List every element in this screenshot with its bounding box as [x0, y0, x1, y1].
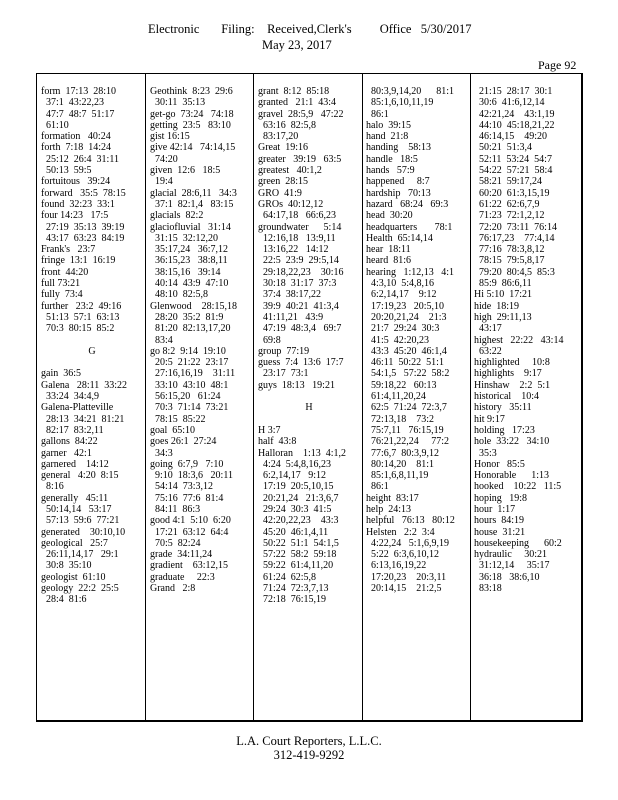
index-entry: 37:1 43:22,23	[41, 97, 105, 109]
index-entry: 21:15 28:17 30:1	[474, 86, 553, 97]
index-entry: hit 9:17	[474, 413, 505, 425]
index-entry: 20:14,15 21:2,5	[366, 583, 442, 595]
index-entry: holding 17:23	[474, 424, 535, 436]
index-entry: 86:1	[366, 481, 389, 493]
index-entry: H 3:7	[258, 424, 281, 436]
index-entry: 76:21,22,24 77:2	[366, 436, 450, 448]
index-entry: Galena 28:11 33:22	[41, 379, 128, 391]
section-letter: G	[88, 345, 96, 357]
index-entry: 17:19 20:5,10,15	[258, 481, 334, 493]
index-entry: forth 7:18 14:24	[41, 142, 111, 154]
index-entry: 70:3 71:14 73:21	[150, 402, 229, 414]
index-entry: 20:20,21,24 21:3	[366, 311, 447, 323]
index-entry: 6:2,14,17 9:12	[258, 470, 327, 482]
column-divider	[253, 73, 254, 721]
index-entry: headquarters 78:1	[366, 221, 453, 233]
index-entry: 30:8 35:10	[41, 560, 92, 572]
index-entry: hands 57:9	[366, 165, 415, 177]
index-entry: hoping 19:8	[474, 492, 528, 504]
index-entry	[258, 414, 360, 425]
index-entry: gallons 84:22	[41, 436, 98, 448]
index-entry: 33:24 34:4,9	[41, 391, 100, 403]
index-entry: 61:22 62:6,7,9	[474, 198, 540, 210]
index-entry: 21:7 29:24 30:3	[366, 323, 440, 335]
index-entry: Geothink 8:23 29:6	[150, 86, 233, 97]
index-entry: 56:15,20 61:24	[150, 391, 221, 403]
index-entry: 8:16	[41, 481, 64, 493]
index-entry: 29:18,22,23 30:16	[258, 266, 344, 278]
index-entry: 4:24 5:4,8,16,23	[258, 458, 332, 470]
index-entry: 57:13 59:6 77:21	[41, 515, 120, 527]
index-entry: 82:17 83:2,11	[41, 424, 104, 436]
index-entry: GROs 40:12,12	[258, 198, 324, 210]
index-entry: 41:5 42:20,23	[366, 334, 430, 346]
index-entry: gradient 63:12,15	[150, 560, 229, 572]
index-entry: halo 39:15	[366, 119, 411, 131]
filing-date: May 23, 2017	[262, 38, 332, 52]
index-entry: hazard 68:24 69:3	[366, 198, 449, 210]
index-entry: gist 16:15	[150, 131, 190, 143]
index-entry: 36:15,23 38:8,11	[150, 255, 228, 267]
index-entry: 51:13 57:1 63:13	[41, 311, 120, 323]
index-entry: go 8:2 9:14 19:10	[150, 345, 226, 357]
index-entry: 78:15 85:22	[150, 413, 206, 425]
index-entry: given 12:6 18:5	[150, 165, 221, 177]
index-entry: hearing 1:12,13 4:1	[366, 266, 455, 278]
index-entry: 43:3 45:20 46:1,4	[366, 345, 447, 357]
index-entry: 63:16 82:5,8	[258, 119, 317, 131]
index-entry: hydraulic 30:21	[474, 549, 548, 561]
index-entry: greater 39:19 63:5	[258, 153, 342, 165]
index-entry: going 6:7,9 7:10	[150, 458, 224, 470]
index-entry: forward 35:5 78:15	[41, 187, 126, 199]
index-entry: 80:3,9,14,20 81:1	[366, 86, 455, 97]
index-entry: goal 65:10	[150, 424, 195, 436]
index-entry: 37:4 38:17,22	[258, 289, 322, 301]
index-entry: 58:21 59:17,24	[474, 176, 543, 188]
index-entry: hours 84:19	[474, 515, 524, 527]
section-letter: H	[305, 402, 313, 414]
index-entry: 59:18,22 60:13	[366, 379, 437, 391]
index-column-3	[258, 86, 360, 606]
index-entry: 77:16 78:3,8,12	[474, 244, 545, 256]
index-entry: Grand 2:8	[150, 583, 196, 595]
index-entry: 17:21 63:12 64:4	[150, 526, 229, 538]
index-entry: give 42:14 74:14,15	[150, 142, 236, 154]
index-entry: 28:4 81:6	[41, 594, 87, 606]
index-entry: highlighted 10:8	[474, 357, 550, 369]
index-entry: 13:16,22 14:12	[258, 244, 329, 256]
reporter-phone: 312-419-9292	[273, 748, 345, 762]
index-entry: fortuitous 39:24	[41, 176, 111, 188]
index-entry: helpful 76:13 80:12	[366, 515, 455, 527]
index-entry: 52:11 53:24 54:7	[474, 153, 552, 165]
index-entry: 83:17,20	[258, 131, 299, 143]
index-entry: 29:24 30:3 41:5	[258, 503, 332, 515]
index-entry: 17:20,23 20:3,11	[366, 571, 447, 583]
index-entry: housekeeping 60:2	[474, 537, 562, 549]
index-entry: Honor 85:5	[474, 458, 525, 470]
index-entry: 19:4	[150, 176, 173, 188]
index-entry: 61:24 62:5,8	[258, 571, 317, 583]
index-entry: 72:13,18 73:2	[366, 413, 435, 425]
index-entry: 78:15 79:5,8,17	[474, 255, 545, 267]
index-entry: 44:10 45:18,21,22	[474, 119, 555, 131]
index-entry: 23:17 73:1	[258, 368, 309, 380]
index-entry: formation 40:24	[41, 131, 111, 143]
index-entry: Frank's 23:7	[41, 244, 96, 256]
index-entry: hole 33:22 34:10	[474, 436, 550, 448]
index-entry: hear 18:11	[366, 244, 411, 256]
index-entry: Halloran 1:13 4:1,2	[258, 447, 347, 459]
index-entry: 27:19 35:13 39:19	[41, 221, 125, 233]
index-entry: 71:24 72:3,7,13	[258, 583, 329, 595]
index-entry: 36:18 38:6,10	[474, 571, 540, 583]
index-entry: further 23:2 49:16	[41, 300, 122, 312]
index-entry: 76:17,23 77:4,14	[474, 232, 555, 244]
index-entry: 69:8	[258, 334, 281, 346]
index-entry: high 29:11,13	[474, 311, 532, 323]
index-entry: good 4:1 5:10 6:20	[150, 515, 231, 527]
index-entry: 5:22 6:3,6,10,12	[366, 549, 440, 561]
column-divider	[362, 73, 363, 721]
index-entry: glacial 28:6,11 34:3	[150, 187, 237, 199]
index-entry: handle 18:5	[366, 153, 418, 165]
index-entry: Great 19:16	[258, 142, 308, 154]
index-entry: Galena-Platteville	[41, 402, 114, 414]
index-entry: Hinshaw 2:2 5:1	[474, 379, 551, 391]
index-entry: graduate 22:3	[150, 571, 215, 583]
index-entry: hour 1:17	[474, 503, 516, 515]
index-entry: 46:11 50:22 51:1	[366, 357, 444, 369]
index-entry: help 24:13	[366, 503, 411, 515]
index-entry: 57:22 58:2 59:18	[258, 549, 337, 561]
index-entry: groundwater 5:14	[258, 221, 342, 233]
index-entry: 50:22 51:1 54:1,5	[258, 537, 339, 549]
index-entry: 31:15 32:12,20	[150, 232, 219, 244]
index-entry: garner 42:1	[41, 447, 92, 459]
index-entry: 74:20	[150, 153, 178, 165]
index-entry: 41:11,21 43:9	[258, 311, 324, 323]
index-entry: historical 10:4	[474, 391, 539, 403]
index-entry: 30:11 35:13	[150, 97, 206, 109]
index-entry: guys 18:13 19:21	[258, 379, 335, 391]
index-entry: hide 18:19	[474, 300, 519, 312]
index-entry: 30:18 31:17 37:3	[258, 278, 337, 290]
index-entry: 61:10	[41, 119, 69, 131]
index-entry: 20:5 21:22 23:17	[150, 357, 229, 369]
index-entry: Glenwood 28:15,18	[150, 300, 237, 312]
index-entry: 6:2,14,17 9:12	[366, 289, 437, 301]
index-entry: form 17:13 28:10	[41, 86, 116, 97]
index-entry: 47:7 48:7 51:17	[41, 108, 115, 120]
index-entry: 34:3	[150, 447, 173, 459]
index-entry: fringe 13:1 16:19	[41, 255, 116, 267]
index-entry: 20:21,24 21:3,6,7	[258, 492, 339, 504]
index-entry: hooked 10:22 11:5	[474, 481, 562, 493]
index-entry: Hi 5:10 17:21	[474, 289, 533, 301]
index-entry: 59:22 61:4,11,20	[258, 560, 334, 572]
index-entry: 54:14 73:3,12	[150, 481, 214, 493]
index-entry: full 73:21	[41, 278, 81, 290]
index-entry: 72:18 76:15,19	[258, 594, 327, 606]
index-entry: 70:3 80:15 85:2	[41, 323, 115, 335]
index-entry: generally 45:11	[41, 492, 109, 504]
index-entry: general 4:20 8:15	[41, 470, 119, 482]
index-entry: 38:15,16 39:14	[150, 266, 221, 278]
index-entry: garnered 14:12	[41, 458, 109, 470]
index-entry: getting 23:5 83:10	[150, 119, 231, 131]
index-entry: 39:9 40:21 41:3,4	[258, 300, 339, 312]
index-entry: 77:6,7 80:3,9,12	[366, 447, 440, 459]
index-entry: 71:23 72:1,2,12	[474, 210, 545, 222]
index-column-5	[474, 86, 580, 594]
index-entry: group 77:19	[258, 345, 310, 357]
index-entry: granted 21:1 43:4	[258, 97, 337, 109]
index-entry: geology 22:2 25:5	[41, 583, 119, 595]
index-entry: 79:20 80:4,5 85:3	[474, 266, 555, 278]
index-entry: grant 8:12 85:18	[258, 86, 330, 97]
index-entry: 27:16,16,19 31:11	[150, 368, 236, 380]
index-entry: green 28:15	[258, 176, 308, 188]
index-entry: head 30:20	[366, 210, 413, 222]
index-entry: 47:19 48:3,4 69:7	[258, 323, 342, 335]
index-entry: GRO 41:9	[258, 187, 302, 199]
index-entry: front 44:20	[41, 266, 89, 278]
index-entry: 50:21 51:3,4	[474, 142, 533, 154]
index-entry: gain 36:5	[41, 368, 81, 380]
index-entry: 85:1,6,10,11,19	[366, 97, 434, 109]
index-entry: geological 25:7	[41, 537, 108, 549]
index-column-4	[366, 86, 468, 594]
index-entry: 31:12,14 35:17	[474, 560, 550, 572]
index-entry: 64:17,18 66:6,23	[258, 210, 337, 222]
reporter-name: L.A. Court Reporters, L.L.C.	[236, 734, 382, 748]
index-entry: 26:11,14,17 29:1	[41, 549, 119, 561]
index-entry: height 83:17	[366, 492, 419, 504]
index-entry: 6:13,16,19,22	[366, 560, 427, 572]
index-entry	[41, 357, 143, 368]
index-entry: 42:21,24 43:1,19	[474, 108, 555, 120]
index-entry: 28:20 35:2 81:9	[150, 311, 224, 323]
index-entry: gravel 28:5,9 47:22	[258, 108, 344, 120]
index-entry	[258, 391, 360, 402]
index-entry: heard 81:6	[366, 255, 411, 267]
index-entry: 61:4,11,20,24	[366, 391, 426, 403]
index-entry: 46:14,15 49:20	[474, 131, 548, 143]
index-entry: 35:17,24 36:7,12	[150, 244, 229, 256]
filing-header: Electronic Filing: Received,Clerk's Office 5/30/2017	[148, 22, 472, 36]
index-entry: 22:5 23:9 29:5,14	[258, 255, 339, 267]
index-entry: 40:14 43:9 47:10	[150, 278, 229, 290]
index-entry: 43:17	[474, 323, 502, 335]
index-entry: half 43:8	[258, 436, 297, 448]
index-entry: 85:9 86:6,11	[474, 278, 532, 290]
index-entry: generated 30:10,10	[41, 526, 126, 538]
index-entry: grade 34:11,24	[150, 549, 213, 561]
index-entry: 25:12 26:4 31:11	[41, 153, 119, 165]
index-entry: 28:13 34:21 81:21	[41, 413, 125, 425]
index-entry: get-go 73:24 74:18	[150, 108, 234, 120]
index-entry	[41, 335, 143, 346]
index-entry: glacials 82:2	[150, 210, 204, 222]
index-entry: four 14:23 17:5	[41, 210, 109, 222]
index-entry: house 31:21	[474, 526, 526, 538]
index-entry: 4:3,10 5:4,8,16	[366, 278, 435, 290]
index-entry: 54:1,5 57:22 58:2	[366, 368, 450, 380]
index-entry: hand 21:8	[366, 131, 409, 143]
index-entry: 85:1,6,8,11,19	[366, 470, 429, 482]
index-entry: 42:20,22,23 43:3	[258, 515, 339, 527]
index-entry: greatest 40:1,2	[258, 165, 322, 177]
index-entry: 54:22 57:21 58:4	[474, 165, 553, 177]
index-entry: 35:3	[474, 447, 497, 459]
index-entry: Health 65:14,14	[366, 232, 433, 244]
index-entry: 63:22	[474, 345, 502, 357]
index-entry: 9:10 18:3,6 20:11	[150, 470, 233, 482]
index-entry: 84:11 86:3	[150, 503, 201, 515]
index-entry: guess 7:4 13:6 17:7	[258, 357, 344, 369]
index-entry: fully 73:4	[41, 289, 83, 301]
index-entry: 45:20 46:1,4,11	[258, 526, 329, 538]
index-column-1	[41, 86, 143, 606]
index-entry: 48:10 82:5,8	[150, 289, 209, 301]
index-column-2	[150, 86, 251, 594]
index-entry: history 35:11	[474, 402, 532, 414]
index-entry: 30:6 41:6,12,14	[474, 97, 545, 109]
index-entry: 81:20 82:13,17,20	[150, 323, 231, 335]
index-entry: hardship 70:13	[366, 187, 431, 199]
index-entry: Helsten 2:2 3:4	[366, 526, 435, 538]
index-entry: found 32:23 33:1	[41, 198, 115, 210]
index-entry: handing 58:13	[366, 142, 431, 154]
index-entry: 62:5 71:24 72:3,7	[366, 402, 447, 414]
column-divider	[470, 73, 471, 721]
index-entry: 83:4	[150, 334, 173, 346]
index-entry: 70:5 82:24	[150, 537, 201, 549]
index-entry: 72:20 73:11 76:14	[474, 221, 557, 233]
index-entry: 75:16 77:6 81:4	[150, 492, 224, 504]
index-entry: 17:19,23 20:5,10	[366, 300, 445, 312]
index-entry: 43:17 63:23 84:19	[41, 232, 125, 244]
index-entry: goes 26:1 27:24	[150, 436, 217, 448]
index-entry: 86:1	[366, 108, 389, 120]
index-entry: 33:10 43:10 48:1	[150, 379, 229, 391]
index-entry: 75:7,11 76:15,19	[366, 424, 444, 436]
index-entry: 60:20 61:3,15,19	[474, 187, 550, 199]
index-entry: 37:1 82:1,4 83:15	[150, 198, 234, 210]
index-entry: glaciofluvial 31:14	[150, 221, 231, 233]
page-number: Page 92	[538, 58, 577, 72]
index-entry: 50:13 59:5	[41, 165, 92, 177]
index-entry: 83:18	[474, 583, 502, 595]
index-entry: highest 22:22 43:14	[474, 334, 564, 346]
index-entry: happened 8:7	[366, 176, 430, 188]
column-divider	[145, 73, 146, 721]
index-entry: highlights 9:17	[474, 368, 542, 380]
index-entry: 80:14,20 81:1	[366, 458, 435, 470]
index-entry: 50:14,14 53:17	[41, 503, 112, 515]
index-entry: 12:16,18 13:9,11	[258, 232, 336, 244]
index-entry: 4:22,24 5:1,6,9,19	[366, 537, 450, 549]
index-entry: geologist 61:10	[41, 571, 106, 583]
index-entry: Honorable 1:13	[474, 470, 549, 482]
